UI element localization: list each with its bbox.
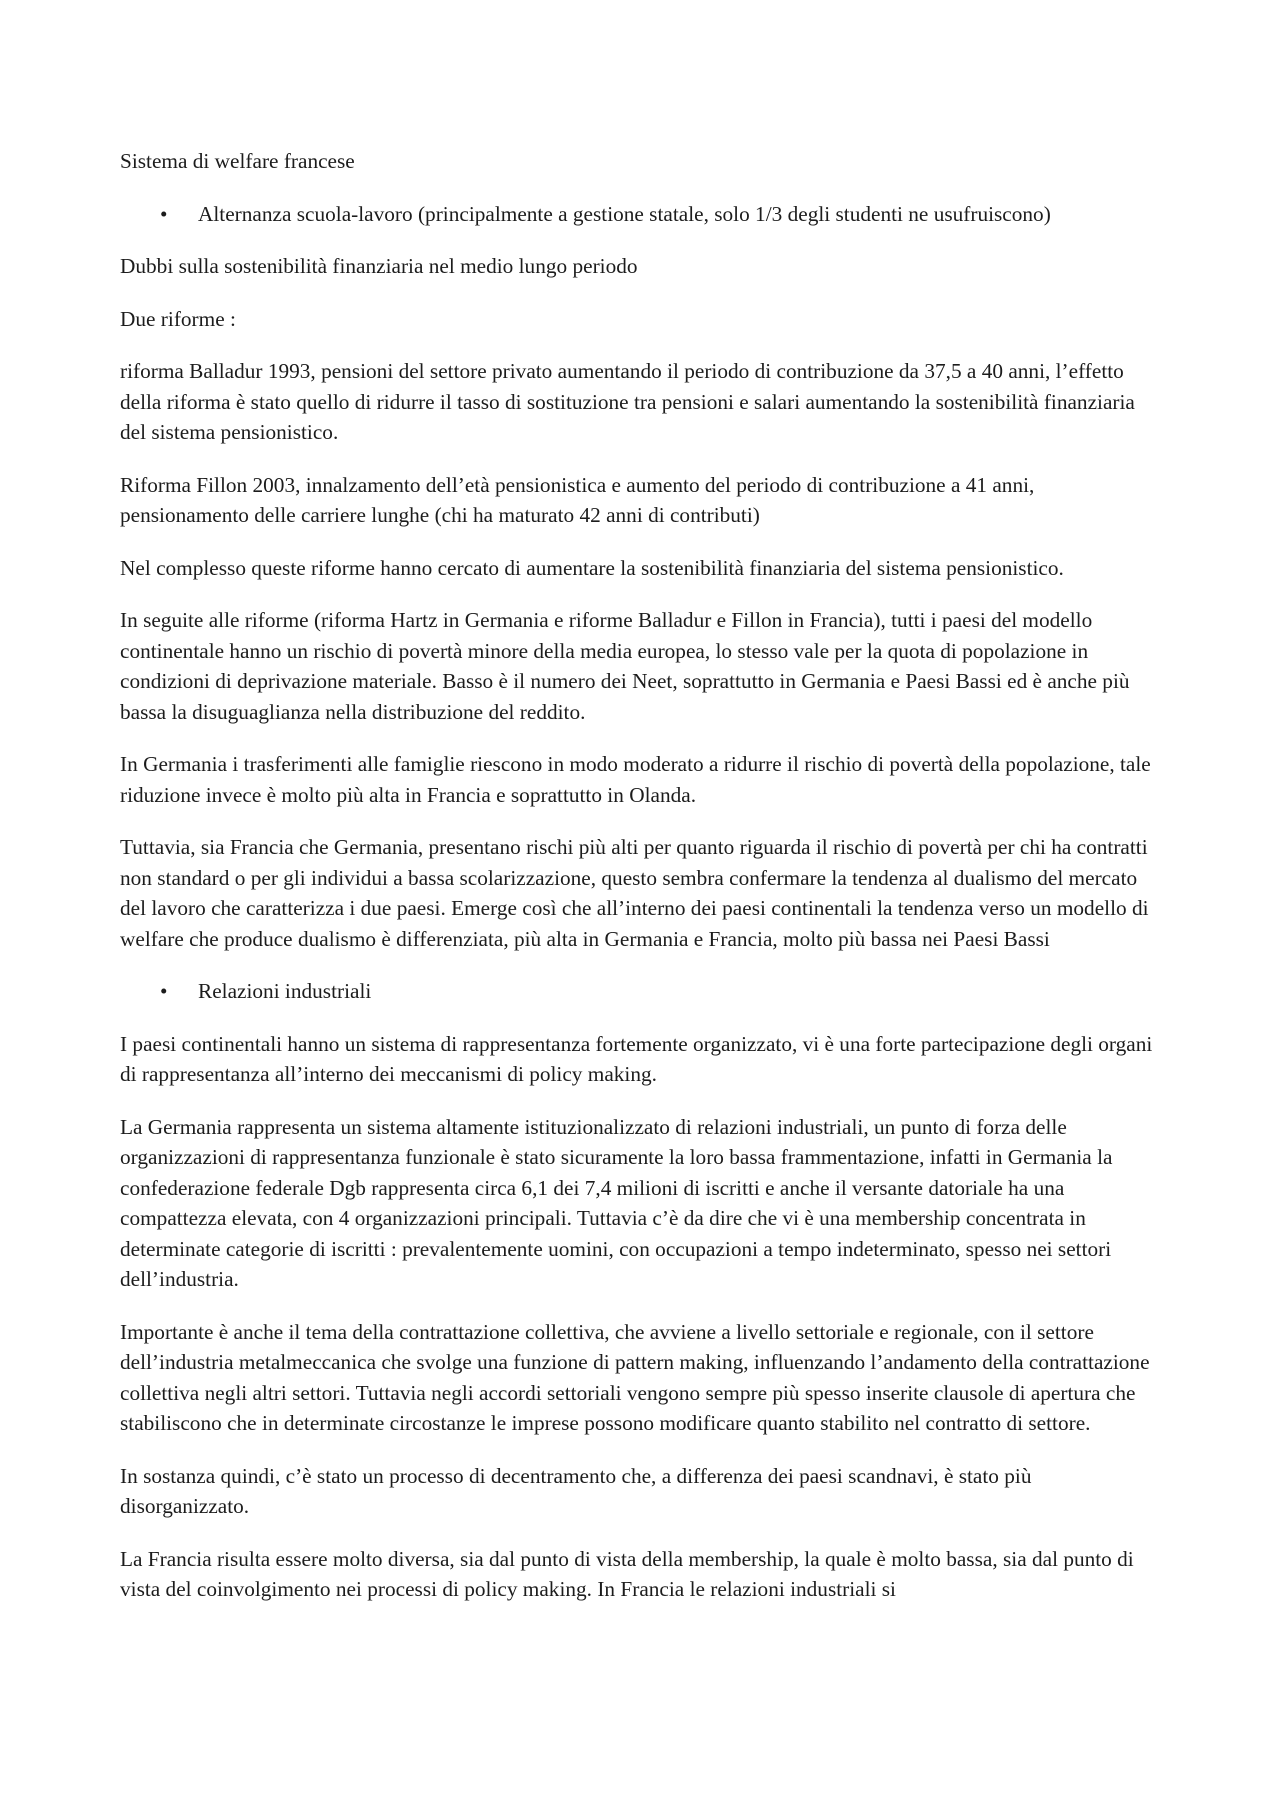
bullet-item (120, 976, 1164, 1007)
bullet-item (120, 199, 1164, 230)
paragraph: La Germania rappresenta un sistema altamente istituzionalizzato di relazioni industriali, un punto di forza delle organizzazioni di rappresentanza funzionale è stato sicuramente la loro bassa frammentazione, infatti in Germania la confederazione federale Dgb rappresenta circa 6,1 dei 7,4 milioni di iscritti e anche il versante datoriale ha una compattezza elevata, con 4 organizzazioni principali. Tuttavia c’è da dire che vi è una membership concentrata in determinate categorie di iscritti : prevalentemente uomini, con occupazioni a tempo indeterminato, spesso nei settori dell’industria. (120, 1114, 1113, 1291)
paragraph: Nel complesso queste riforme hanno cercato di aumentare la sostenibilità finanziaria del sistema pensionistico. (120, 555, 1064, 580)
paragraph: riforma Balladur 1993, pensioni del settore privato aumentando il periodo di contribuzione da 37,5 a 40 anni, l’effetto della riforma è stato quello di ridurre il tasso di sostituzione tra pensioni e salari aumentando la sostenibilità finanziaria del sistema pensionistico. (120, 359, 1135, 444)
paragraph: Dubbi sulla sostenibilità finanziaria nel medio lungo periodo (120, 254, 638, 278)
bullet-marker: • (160, 201, 168, 226)
paragraph: In Germania i trasferimenti alle famiglie riescono in modo moderato a ridurre il rischio di povertà della popolazione, tale riduzione invece è molto più alta in Francia e soprattutto in Olanda. (120, 752, 1151, 807)
document-body (120, 146, 1164, 1627)
bullet-marker: • (160, 979, 168, 1003)
paragraph: Tuttavia, sia Francia che Germania, presentano rischi più alti per quanto riguarda il rischio di povertà per chi ha contratti non standard o per gli individui a bassa scolarizzazione, questo sembra confermare la tendenza al dualismo del mercato del lavoro che caratterizza i due paesi. Emerge così che all’interno dei paesi continentali la tendenza verso un modello di welfare che produce dualismo è differenziata, più alta in Germania e Francia, molto più bassa nei Paesi Bassi (120, 835, 1149, 951)
paragraph: Importante è anche il tema della contrattazione collettiva, che avviene a livello settoriale e regionale, con il settore dell’industria metalmeccanica che svolge una funzione di pattern making, influenzando l’andamento della contrattazione collettiva negli altri settori. Tuttavia negli accordi settoriali vengono sempre più spesso inserite clausole di apertura che stabiliscono che in determinate circostanze le imprese possono modificare quanto stabilito nel contratto di settore. (120, 1319, 1150, 1435)
paragraph: In sostanza quindi, c’è stato un processo di decentramento che, a differenza dei paesi scandnavi, è stato più disorganizzato. (120, 1463, 1032, 1518)
paragraph: La Francia risulta essere molto diversa, sia dal punto di vista della membership, la quale è molto bassa, sia dal punto di vista del coinvolgimento nei processi di policy making. In Francia le relazioni industriali si (120, 1546, 1134, 1601)
bullet-text: Alternanza scuola-lavoro (principalmente a gestione statale, solo 1/3 degli studenti ne usufruiscono) (198, 201, 1051, 226)
paragraph: Riforma Fillon 2003, innalzamento dell’età pensionistica e aumento del periodo di contribuzione a 41 anni, pensionamento delle carriere lunghe (chi ha maturato 42 anni di contributi) (120, 472, 1035, 527)
bullet-text: Relazioni industriali (198, 979, 372, 1003)
paragraph: In seguite alle riforme (riforma Hartz in Germania e riforme Balladur e Fillon in Francia), tutti i paesi del modello continentale hanno un rischio di povertà minore della media europea, lo stesso vale per la quota di popolazione in condizioni di deprivazione materiale. Basso è il numero dei Neet, soprattutto in Germania e Paesi Bassi ed è anche più bassa la disuguaglianza nella distribuzione del reddito. (120, 608, 1130, 724)
paragraph: I paesi continentali hanno un sistema di rappresentanza fortemente organizzato, vi è una forte partecipazione degli organi di rappresentanza all’interno dei meccanismi di policy making. (120, 1031, 1153, 1086)
paragraph: Due riforme : (120, 306, 236, 331)
document-heading: Sistema di welfare francese (120, 149, 355, 173)
